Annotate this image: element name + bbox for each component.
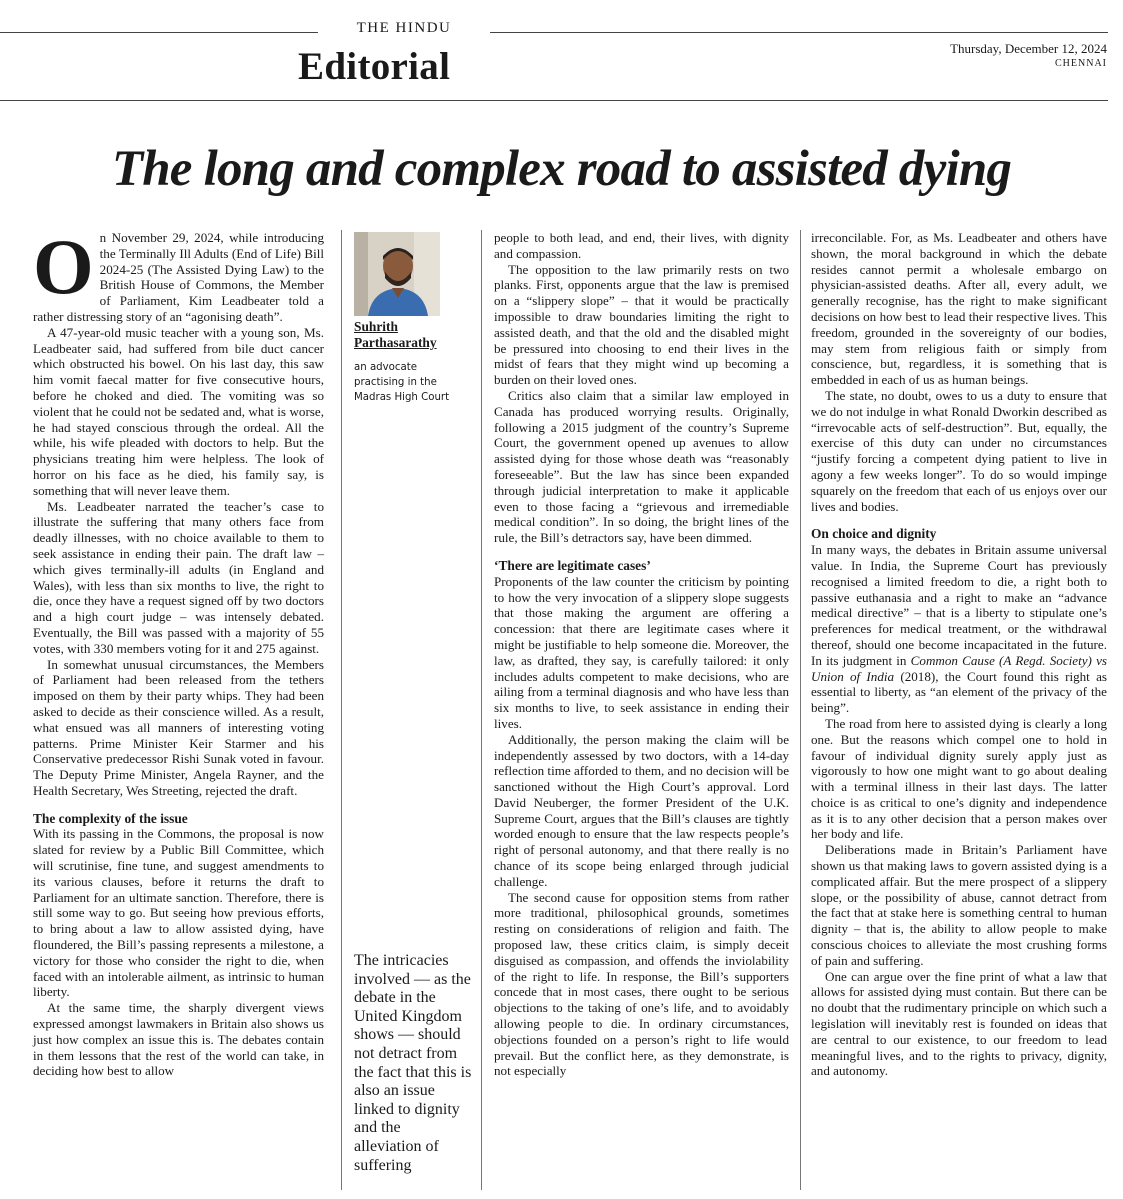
subheading: ‘There are legitimate cases’ bbox=[494, 557, 651, 573]
article-column-1 bbox=[33, 223, 324, 1079]
paragraph: One can argue over the fine print of what a law that allows for assisted dying must contain. But there can be no doubt that the rudimentary principle on which such a legislation will inevitably rest is founded on ideas that are central to our existence, to our freedom to lead meaningful lives, and to the rights to privacy, dignity, and autonomy. bbox=[811, 968, 1107, 1079]
author-first-name: Suhrith bbox=[354, 319, 398, 334]
paragraph: Critics also claim that a similar law employed in Canada has produced worrying results. Originally, following a 2015 judgment of the country’s Supreme Court, the government opened up avenues to allow assisted dying for those whose death was “reasonably foreseeable”. But the law has since been expanded through judicial interpretation to make it applicable even to those facing a “grievous and irremediable medical condition”. In so doing, the bright lines of the rule, the Bill’s detractors say, have been dimmed. bbox=[494, 387, 789, 546]
column-divider bbox=[800, 230, 801, 1190]
pull-quote: The intricacies involved — as the debate in the United Kingdom shows — should not detract from the fact that this is also an issue linked to dignity and the alleviation of suffering bbox=[354, 952, 472, 1174]
article-column-3 bbox=[494, 230, 789, 1079]
text-run: In many ways, the debates in Britain assume universal value. In India, the Supreme Court has previously recognised a limited freedom to die, a right both to passive euthanasia and a right to make an “advance medical directive” – that is a liberty to stipulate one’s preferences for medical treatment, or the withdrawal thereof, should one become incapacitated in the future. In its judgment in bbox=[811, 542, 1107, 668]
masthead bbox=[0, 0, 1123, 102]
paragraph: The opposition to the law primarily rests on two planks. First, opponents argue that the law is premised on a “slippery slope” – that it would be practically impossible to draw boundaries limiting the right to assisted death, and that the old and the disabled might be pressured into choosing to end their lives in the midst of fears that they might wind up becoming a burden on their loved ones. bbox=[494, 261, 789, 388]
paragraph: Proponents of the law counter the criticism by pointing to how the very invocation of a slippery slope suggests that those making the argument are offering a concession: that there are legitimate cases where it might be justifiable to help someone die. Moreover, the law, as drafted, they say, is carefully tailored: it only includes adults competent to make decisions, who are ailing from a terminal diagnosis and who have less than six months to live, to seek assistance in ending their lives. bbox=[494, 573, 789, 731]
headline: The long and complex road to assisted dying bbox=[111, 141, 1012, 197]
subheading: The complexity of the issue bbox=[33, 810, 188, 826]
masthead-bottom-rule bbox=[0, 100, 1108, 101]
paragraph: n November 29, 2024, while introducing the Terminally Ill Adults (End of Life) Bill 2024-25 (The Assisted Dying Law) to the British House of Commons, the Member of Parliament, Kim Leadbeater told a rather distressing story of an “agonising death”. bbox=[33, 230, 324, 324]
author-photo bbox=[354, 232, 440, 316]
paragraph: The second cause for opposition stems from rather more traditional, philosophical grounds, sometimes resting on considerations of religion and faith. The proposed law, these critics claim, is simply deceit disguised as compassion, and offends the inviolability of the right to life. In response, the Bill’s supporters concede that in most cases, there ought to be serious objections to the taking of one’s life, and to avoidably allowing people to die. In ordinary circumstances, objections founded on a person’s right to life would prevail. But the conflict here, as they demonstrate, is not especially bbox=[494, 889, 789, 1079]
paragraph: At the same time, the sharply divergent views expressed amongst lawmakers in Britain also shows us just how complex an issue this is. The debates contain in them lessons that the rest of the world can take, in deciding how best to allow bbox=[33, 1000, 324, 1079]
author-name[interactable] bbox=[354, 319, 437, 351]
author-portrait-icon bbox=[354, 232, 440, 316]
publication-date: Thursday, December 12, 2024 bbox=[950, 41, 1107, 56]
column-divider bbox=[341, 230, 342, 1190]
column-divider bbox=[481, 230, 482, 1190]
paragraph: With its passing in the Commons, the proposal is now slated for review by a Public Bill Committee, which will scrutinise, fine tune, and suggest amendments to its various clauses, before it returns the draft to Parliament for an ultimate sanction. Therefore, there is still some way to go. But seeing how previous efforts, to bring about a law to allow assisted dying, have floundered, the Bill’s passing represents a milestone, a victory for those who consider the right to die, when faced with an intolerable ailment, as intrinsic to human liberty. bbox=[33, 826, 324, 1000]
paragraph: The road from here to assisted dying is clearly a long one. But the reasons which compel one to hold in favour of individual dignity surely apply just as vigorously to how one might want to go about dealing with a terminal illness in their last days. The latter choice is as critical to one’s dignity and independence as it is to any other decision that a person makes over her body and life. bbox=[811, 715, 1107, 842]
author-description: an advocate practising in the Madras High Court bbox=[354, 362, 450, 403]
edition-city: CHENNAI bbox=[1055, 58, 1107, 69]
paragraph: Additionally, the person making the claim will be independently assessed by two doctors, with a 14-day reflection time afforded to them, and no decision will be sanctioned without the High Court’s approval. Lord David Neuberger, the former President of the U.K. Supreme Court, argues that the Bill’s clauses are tightly worded enough to ensure that the law respects people’s right of personal autonomy, and that there really is no chance of its scope being enlarged through judicial challenge. bbox=[494, 731, 790, 889]
masthead-top-rule bbox=[0, 32, 1108, 33]
paragraph: The state, no doubt, owes to us a duty to ensure that we do not indulge in what Ronald Dworkin described as “irrevocable acts of self-destruction”. But, equally, the exercise of this duty can under no circumstances “justify forcing a competent dying patient to live in agony a few weeks longer”. To do so would impinge squarely on the freedom that each of us enjoys over our lives and bodies. bbox=[811, 387, 1107, 514]
paragraph: Ms. Leadbeater narrated the teacher’s case to illustrate the suffering that many others face from deadly illnesses, with no choice available to them to seek assistance in ending their pain. The draft law – which gives terminally-ill adults (in England and Wales), with less than six months to live, the right to die, once they have a request signed off by two doctors and a high court judge – was intensely debated. Eventually, the Bill was passed with a majority of 55 votes, with 330 members voting for it and 275 against. bbox=[33, 498, 324, 656]
case-name: Common Cause (A Regd. Society) vs Union of India bbox=[811, 652, 1107, 684]
author-last-name: Parthasarathy bbox=[354, 335, 437, 350]
paper-name: THE HINDU bbox=[318, 20, 490, 37]
paragraph: people to both lead, and end, their lives, with dignity and compassion. bbox=[494, 230, 789, 261]
text-run: (2018), the Court found this right as essential to liberty, as “an element of the privacy of the being”. bbox=[811, 668, 1107, 716]
paragraph: Deliberations made in Britain’s Parliament have shown us that making laws to govern assisted dying is a complicated affair. But the mere prospect of a slippery slope, or the possibility of abuse, cannot detract from the fact that at stake here is something central to human dignity – that is, the ability to allow people to make conscious choices to alleviate the most crushing forms of pain and suffering. bbox=[811, 842, 1107, 968]
section-title: Editorial bbox=[298, 45, 451, 88]
paragraph: irreconcilable. For, as Ms. Leadbeater and others have shown, the moral background in which the debate resides cannot permit a wholesale embargo on physician-assisted deaths. After all, every adult, we generally recognise, has the right to make significant decisions on how best to lead their respective lives. This freedom, grounded in the sovereignty of our bodies, may stem from religious faith or simply from conscience, but, regardless, it is something that is embedded in each of us as human beings. bbox=[811, 230, 1107, 388]
drop-cap: O bbox=[33, 223, 94, 310]
subheading: On choice and dignity bbox=[811, 526, 937, 542]
article-column-4 bbox=[811, 230, 1107, 1079]
paragraph: A 47-year-old music teacher with a young son, Ms. Leadbeater said, had suffered from bile duct cancer which obstructed his bowel. On his last day, this saw him vomit faecal matter for five consecutive hours, before he choked and died. The vomiting was so violent that he could not be sedated and, what is worse, he had stayed conscious through the ordeal. All the while, his wife pleaded with doctors to help. But the physicians treating him were helpless. The look of horror on his face as he died, his family say, is something that will never leave them. bbox=[33, 324, 324, 498]
paragraph: In somewhat unusual circumstances, the Members of Parliament had been released from the tethers imposed on them by their party whips. They had been asked to decide as their conscience willed. As a result, what ensued was all manners of interesting voting patterns. Prime Minister Keir Starmer and his Conservative predecessor Rishi Sunak voted in favour. The Deputy Prime Minister, Angela Rayner, and the Health Secretary, Wes Streeting, rejected the draft. bbox=[33, 656, 324, 798]
paragraph bbox=[811, 542, 1107, 716]
